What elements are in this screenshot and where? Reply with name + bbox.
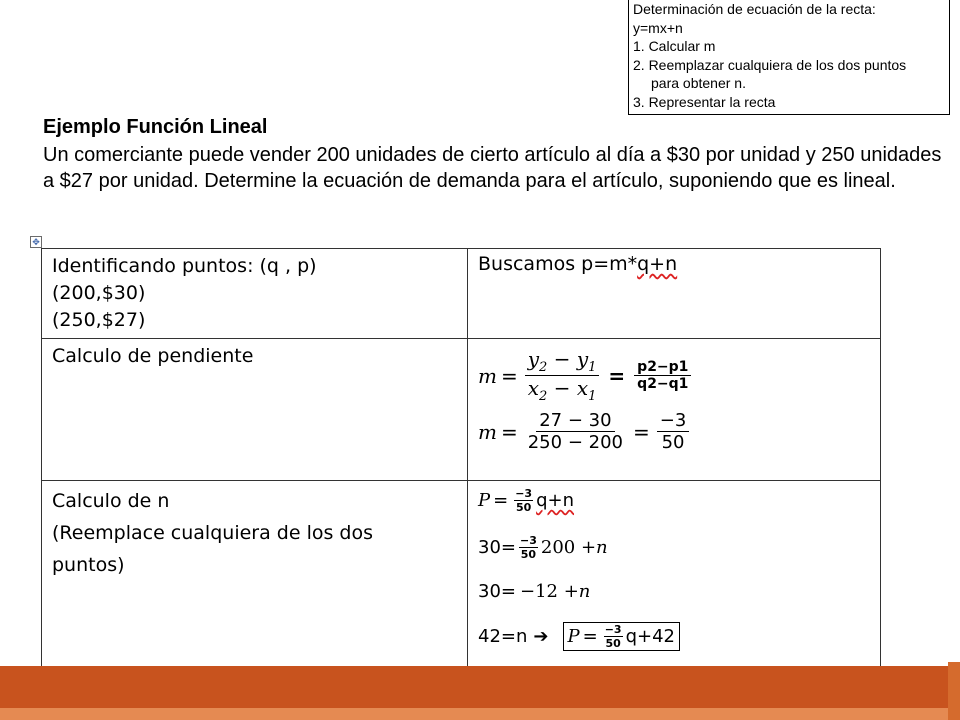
note-line: 1. Calcular m: [633, 38, 716, 54]
n-instruction: (Reemplace cualquiera de los dos: [52, 522, 373, 544]
footer-band-light: [0, 708, 960, 720]
slope-formula-cell: [468, 339, 881, 481]
result-fraction: $\frac{-3}{50}$: [657, 410, 690, 453]
n-step-4: 42=n ➔ P = $\frac{-3}{50}$ q+42: [478, 622, 870, 651]
note-line: para obtener n.: [651, 75, 746, 91]
equals-sign: =: [500, 363, 518, 388]
target-equation-suffix: q+n: [637, 253, 678, 275]
slope-label-cell: [42, 339, 468, 481]
target-equation-cell: [468, 249, 881, 339]
note-line: y=mx+n: [633, 19, 683, 36]
m-symbol: m: [478, 419, 497, 444]
arrow-icon: ➔: [533, 626, 549, 647]
problem-statement: Un comerciante puede vender 200 unidades de cierto artículo al día a $30 por unidad y 250 unidades a $27 por unidad. Determine la ecuación de demanda para el artículo, suponiendo que es lineal.: [43, 144, 942, 192]
footer-band-right: [948, 662, 960, 720]
n-step-1: P = $\frac{-3}{50}$ q+n: [478, 487, 575, 514]
note-line: 3. Representar la recta: [633, 93, 776, 110]
final-equation-box: P = $\frac{-3}{50}$ q+42: [563, 622, 681, 651]
point-2: (250,$27): [52, 309, 146, 331]
n-step-3: 30= −12 + n: [478, 581, 591, 602]
m-symbol: m: [478, 363, 497, 388]
table-row: [42, 339, 881, 481]
equals-sign: =: [608, 363, 626, 388]
steps-note-box: [628, 0, 950, 115]
numeric-fraction: $\frac{27 - 30}{250 - 200}$: [527, 410, 623, 453]
footer-band: [0, 666, 960, 708]
slope-formula-general: [478, 347, 870, 404]
n-label: Calculo de n: [52, 490, 170, 512]
n-instruction-cont: puntos): [52, 554, 125, 576]
slope-fraction: $\frac{y_2 - y_1}{x_2 - x_1}$: [525, 347, 600, 404]
n-step-2: 30= $\frac{-3}{50}$ 200 + n: [478, 534, 608, 561]
note-line: 2. Reemplazar cualquiera de los dos puntos: [633, 56, 907, 73]
equals-sign: =: [632, 419, 650, 444]
example-title: Ejemplo Función Lineal: [43, 116, 268, 138]
solution-table: [41, 248, 881, 700]
slope-label: Calculo de pendiente: [52, 345, 254, 367]
point-1: (200,$30): [52, 282, 146, 304]
points-heading: Identificando puntos: (q , p): [52, 255, 317, 277]
target-equation-prefix: Buscamos p=m*: [478, 253, 638, 275]
equals-sign: =: [500, 419, 518, 444]
table-row: [42, 249, 881, 339]
slope-formula-numeric: [478, 410, 870, 453]
pq-fraction: $\frac{p2-p1}{q2-q1}$: [634, 359, 691, 392]
note-line: Determinación de ecuación de la recta:: [633, 1, 876, 17]
table-move-handle-icon[interactable]: ✥: [30, 236, 42, 248]
points-cell: [42, 249, 468, 339]
